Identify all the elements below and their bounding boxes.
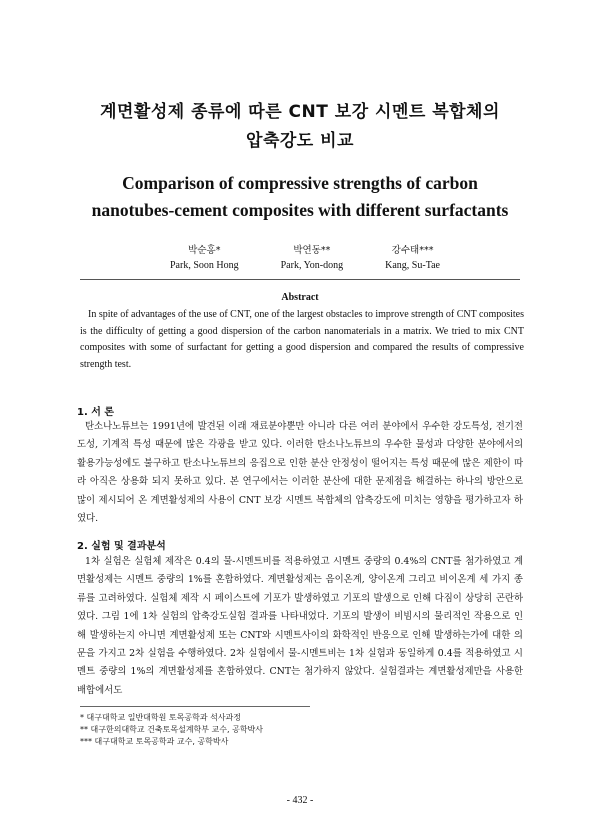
footnote-2: ** 대구한의대학교 건축토목설계학부 교수, 공학박사	[80, 725, 264, 734]
author-3-name-ko: 강수태***	[391, 245, 434, 256]
section-2-body: 1차 실험은 실험체 제작은 0.4의 물-시멘트비를 적용하였고 시멘트 중량의 0.4%의 CNT를 첨가하였고 계면활성제는 시멘트 중량의 1%를 혼합하였다. 계면활성제는 음이온계, 양이온계 그리고 비이온계 세 가지 종류를 고려하였다. 실험체 제작 시 페이스트에 기포가 발생하였고 기포의 발생으로 인해 다짐이 상당히 곤란하였다. 그림 1에 1차 실험의 압축강도실험 결과를 나타내었다. 기포의 발생이 비빔시의 물리적인 작용으로 인해 발생하는지 아니면 계면활성제 또는 CNT와 시멘트사이의 화학적인 반응으로 인해 발생하는가에 대한 의문을 가지고 2차 실험을 수행하였다. 2차 실험에서 물-시멘트비는 1차 실험과 동일하게 0.4를 적용하였고 시멘트 중량의 1%의 계면활성제를 혼합하였다. CNT는 첨가하지 않았다. 실험결과는 계면활성제만을 사용한 배합에서도	[77, 556, 523, 696]
footnotes	[80, 712, 480, 748]
author-list	[170, 243, 440, 273]
korean-title	[0, 98, 600, 156]
author-1-name-ko: 박순홍*	[188, 245, 221, 256]
footnote-divider	[80, 706, 310, 707]
author-2-name-en: Park, Yon-dong	[280, 260, 344, 271]
author-3	[385, 243, 440, 273]
korean-title-line-2: 압축강도 비교	[246, 131, 354, 151]
author-1-name-en: Park, Soon Hong	[170, 260, 239, 271]
section-1-body: 탄소나노튜브는 1991년에 발견된 이래 재료분야뿐만 아니라 다른 여러 분야에서 우수한 강도특성, 전기전도성, 기계적 특성 때문에 많은 각광을 받고 있다. 이러한 탄소나노튜브의 우수한 물성과 다양한 분야에서의 활용가능성에도 불구하고 탄소나노튜브의 응집으로 인한 분산 안정성이 떨어지는 특성 때문에 많은 제한이 따라 아직은 상용화 되지 못하고 있다. 본 연구에서는 이러한 분산에 대한 문제점을 해결하는 하나의 방안으로 많이 제시되어 온 계면활성제의 사용이 CNT 보강 시멘트 복합체의 압축강도에 미치는 영향을 평가하고자 하였다.	[77, 421, 523, 525]
page-number: - 432 -	[286, 795, 314, 806]
header-divider	[80, 279, 520, 280]
author-1	[170, 243, 239, 273]
section-2-heading: 2. 실험 및 결과분석	[77, 541, 166, 552]
section-1-heading: 1. 서 론	[77, 407, 115, 418]
english-title-line-1: Comparison of compressive strengths of carbon	[122, 173, 478, 193]
english-title-line-2: nanotubes-cement composites with different surfactants	[91, 200, 509, 220]
abstract-heading: Abstract	[281, 292, 319, 303]
author-3-name-en: Kang, Su-Tae	[385, 260, 440, 271]
korean-title-line-1: 계면활성제 종류에 따른 CNT 보강 시멘트 복합체의	[100, 102, 500, 122]
abstract-body: In spite of advantages of the use of CNT, one of the largest obstacles to improve strength of CNT composites is the difficulty of getting a good dispersion of the carbon nanomaterials in a matrix. We tried to mix CNT composites with some of surfactant for getting a good dispersion and compared the results of compressive strength test.	[80, 309, 525, 370]
footnote-1: * 대구대학교 일반대학원 토목공학과 석사과정	[80, 713, 242, 722]
english-title	[0, 170, 600, 224]
author-2-name-ko: 박연동**	[293, 245, 331, 256]
author-2	[281, 243, 344, 273]
footnote-3: *** 대구대학교 토목공학과 교수, 공학박사	[80, 737, 229, 746]
